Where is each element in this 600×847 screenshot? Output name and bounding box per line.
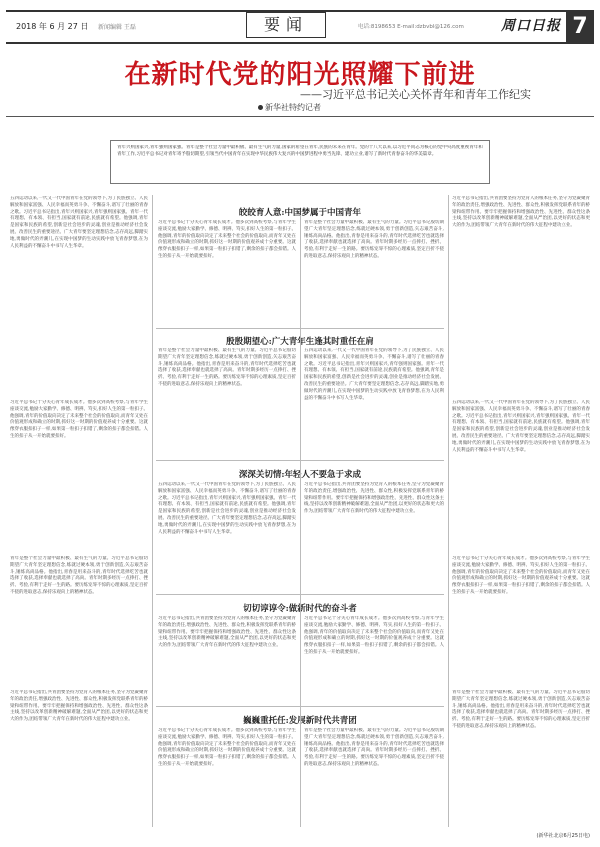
body-text: 习近平总书记指出,共青团要坚持为党育人的根本任务,坚守为党凝聚青年的政治责任,增强政治性、先进性、群众性,积极发挥党联系青年的桥梁和纽带作用。要牢牢把握保持和增强政治性、先进性、群众性这条主线,坚持以改革创新精神破解难题,全面从严治团,以更好的状态和更大的作为,团结带领广大青年在新时代的伟大征程中建功立业。 — [304, 482, 444, 515]
column-2-block-4 — [158, 616, 296, 702]
body-text: 习近平总书记十分关心青年成长成才。他多次到高校考察,与青年学生座谈交流,勉励大家勤学、修德、明辨、笃实,扣好人生的第一粒扣子。他强调,青年的价值取向决定了未来整个社会的价值取向,而青年又处在价值观形成和确立的时期,抓好这一时期的价值观养成十分重要。这就像穿衣服扣扣子一样,如果第一粒扣子扣错了,剩余的扣子都会扣错。人生的扣子从一开始就要扣好。 — [452, 556, 590, 595]
byline-text: 新华社特约记者 — [265, 103, 321, 112]
column-2-block-3 — [158, 482, 296, 590]
section-divider — [156, 328, 444, 329]
section-heading: 切切谆谆令:做新时代的奋斗者 — [243, 604, 357, 614]
bullet-icon — [258, 105, 263, 110]
column-3-block-3 — [304, 482, 444, 590]
column-divider — [300, 215, 301, 827]
body-text: 五四运动以来,一代又一代中国青年在党的领导下,为了民族独立、人民解放和国家富强、人民幸福而英勇斗争、不懈奋斗,谱写了壮丽的青春之歌。习近平总书记指出,青年兴则国家兴,青年强则国家强。青年一代有理想、有本领、有担当,国家就有前途,民族就有希望。他强调,青年是国家和民族的希望,创新是社会进步的灵魂,创业是推动经济社会发展、改善民生的重要途径。广大青年要坚定理想信念,志存高远,脚踏实地,勇做时代的弄潮儿,在实现中国梦的生动实践中放飞青春梦想,在为人民利益的不懈奋斗中书写人生华章。 — [452, 400, 590, 453]
page-number: 7 — [566, 10, 594, 44]
column-1-block-3 — [10, 556, 148, 686]
column-1-block-2 — [10, 400, 148, 550]
dateline-footer: (新华社北京6月25日电) — [536, 833, 590, 839]
issue-date: 2018 年 6 月 27 日 — [16, 22, 89, 31]
editor-credit: 新闻编辑 王磊 — [98, 24, 136, 31]
column-3-block-5 — [304, 728, 444, 828]
body-text: 青年是整个社会力量中最积极、最有生气的力量。习近平总书记殷切期望广大青年坚定理想信念,练就过硬本领,勇于创新创造,矢志艰苦奋斗,锤炼高尚品格。他指出,青春是用来奋斗的,青年时代选择吃苦也就选择了收获,选择奉献也就选择了高尚。青年时期多经历一点摔打、挫折、考验,有利于走好一生的路。要历练宠辱不惊的心理素质,坚定百折不挠的进取意志,保持乐观向上的精神状态。 — [304, 220, 444, 259]
byline — [258, 102, 321, 113]
column-2-block-5 — [158, 728, 296, 828]
contact-info: 电话:8198653 E-mail:dzbvbl@126.com — [358, 24, 464, 30]
body-text: 习近平总书记指出,共青团要坚持为党育人的根本任务,坚守为党凝聚青年的政治责任,增强政治性、先进性、群众性,积极发挥党联系青年的桥梁和纽带作用。要牢牢把握保持和增强政治性、先进性、群众性这条主线,坚持以改革创新精神破解难题,全面从严治团,以更好的状态和更大的作为,团结带领广大青年在新时代的伟大征程中建功立业。 — [452, 196, 590, 229]
body-text: 青年是整个社会力量中最积极、最有生气的力量。习近平总书记殷切期望广大青年坚定理想信念,练就过硬本领,勇于创新创造,矢志艰苦奋斗,锤炼高尚品格。他指出,青春是用来奋斗的,青年时代选择吃苦也就选择了收获,选择奉献也就选择了高尚。青年时期多经历一点摔打、挫折、考验,有利于走好一生的路。要历练宠辱不惊的心理素质,坚定百折不挠的进取意志,保持乐观向上的精神状态。 — [304, 728, 444, 767]
column-divider — [152, 195, 153, 827]
column-4-block-2 — [452, 400, 590, 550]
body-text: 青年是整个社会力量中最积极、最有生气的力量。习近平总书记殷切期望广大青年坚定理想信念,练就过硬本领,勇于创新创造,矢志艰苦奋斗,锤炼高尚品格。他指出,青春是用来奋斗的,青年时代选择吃苦也就选择了收获,选择奉献也就选择了高尚。青年时期多经历一点摔打、挫折、考验,有利于走好一生的路。要历练宠辱不惊的心理素质,坚定百折不挠的进取意志,保持乐观向上的精神状态。 — [158, 348, 296, 387]
column-4-block-4 — [452, 690, 590, 828]
section-divider — [156, 706, 444, 707]
body-text: 习近平总书记指出,共青团要坚持为党育人的根本任务,坚守为党凝聚青年的政治责任,增强政治性、先进性、群众性,积极发挥党联系青年的桥梁和纽带作用。要牢牢把握保持和增强政治性、先进性、群众性这条主线,坚持以改革创新精神破解难题,全面从严治团,以更好的状态和更大的作为,团结带领广大青年在新时代的伟大征程中建功立业。 — [10, 690, 148, 723]
page-header — [6, 10, 594, 44]
column-4-block-1 — [452, 196, 590, 396]
column-1-block-1 — [10, 196, 148, 396]
body-text: 习近平总书记十分关心青年成长成才。他多次到高校考察,与青年学生座谈交流,勉励大家勤学、修德、明辨、笃实,扣好人生的第一粒扣子。他强调,青年的价值取向决定了未来整个社会的价值取向,而青年又处在价值观形成和确立的时期,抓好这一时期的价值观养成十分重要。这就像穿衣服扣扣子一样,如果第一粒扣子扣错了,剩余的扣子都会扣错。人生的扣子从一开始就要扣好。 — [158, 220, 296, 259]
body-text: 青年是整个社会力量中最积极、最有生气的力量。习近平总书记殷切期望广大青年坚定理想信念,练就过硬本领,勇于创新创造,矢志艰苦奋斗,锤炼高尚品格。他指出,青春是用来奋斗的,青年时代选择吃苦也就选择了收获,选择奉献也就选择了高尚。青年时期多经历一点摔打、挫折、考验,有利于走好一生的路。要历练宠辱不惊的心理素质,坚定百折不挠的进取意志,保持乐观向上的精神状态。 — [10, 556, 148, 595]
column-3-block-1 — [304, 220, 444, 324]
section-divider — [156, 460, 444, 461]
column-divider — [448, 195, 449, 827]
body-text: 习近平总书记十分关心青年成长成才。他多次到高校考察,与青年学生座谈交流,勉励大家勤学、修德、明辨、笃实,扣好人生的第一粒扣子。他强调,青年的价值取向决定了未来整个社会的价值取向,而青年又处在价值观形成和确立的时期,抓好这一时期的价值观养成十分重要。这就像穿衣服扣扣子一样,如果第一粒扣子扣错了,剩余的扣子都会扣错。人生的扣子从一开始就要扣好。 — [304, 616, 444, 655]
column-4-block-3 — [452, 556, 590, 686]
subtitle: ——习近平总书记关心关怀青年和青年工作纪实 — [300, 88, 531, 101]
newspaper-logo: 周口日报 — [501, 18, 561, 34]
section-heading: 巍巍重托任:发展新时代共青团 — [243, 716, 357, 726]
body-text: 青年是整个社会力量中最积极、最有生气的力量。习近平总书记殷切期望广大青年坚定理想信念,练就过硬本领,勇于创新创造,矢志艰苦奋斗,锤炼高尚品格。他指出,青春是用来奋斗的,青年时代选择吃苦也就选择了收获,选择奉献也就选择了高尚。青年时期多经历一点摔打、挫折、考验,有利于走好一生的路。要历练宠辱不惊的心理素质,坚定百折不挠的进取意志,保持乐观向上的精神状态。 — [452, 690, 590, 729]
column-3-block-2 — [304, 348, 444, 456]
body-text: 五四运动以来,一代又一代中国青年在党的领导下,为了民族独立、人民解放和国家富强、人民幸福而英勇斗争、不懈奋斗,谱写了壮丽的青春之歌。习近平总书记指出,青年兴则国家兴,青年强则国家强。青年一代有理想、有本领、有担当,国家就有前途,民族就有希望。他强调,青年是国家和民族的希望,创新是社会进步的灵魂,创业是推动经济社会发展、改善民生的重要途径。广大青年要坚定理想信念,志存高远,脚踏实地,勇做时代的弄潮儿,在实现中国梦的生动实践中放飞青春梦想,在为人民利益的不懈奋斗中书写人生华章。 — [304, 348, 444, 401]
section-divider — [156, 594, 444, 595]
column-3-block-4 — [304, 616, 444, 702]
column-2-block-2 — [158, 348, 296, 456]
lead-box — [110, 140, 490, 184]
column-1-block-4 — [10, 690, 148, 830]
section-heading: 殷殷期望心:广大青年生逢其时重任在肩 — [226, 337, 374, 347]
body-text: 习近平总书记十分关心青年成长成才。他多次到高校考察,与青年学生座谈交流,勉励大家勤学、修德、明辨、笃实,扣好人生的第一粒扣子。他强调,青年的价值取向决定了未来整个社会的价值取向,而青年又处在价值观形成和确立的时期,抓好这一时期的价值观养成十分重要。这就像穿衣服扣扣子一样,如果第一粒扣子扣错了,剩余的扣子都会扣错。人生的扣子从一开始就要扣好。 — [158, 728, 296, 767]
body-text: 五四运动以来,一代又一代中国青年在党的领导下,为了民族独立、人民解放和国家富强、人民幸福而英勇斗争、不懈奋斗,谱写了壮丽的青春之歌。习近平总书记指出,青年兴则国家兴,青年强则国家强。青年一代有理想、有本领、有担当,国家就有前途,民族就有希望。他强调,青年是国家和民族的希望,创新是社会进步的灵魂,创业是推动经济社会发展、改善民生的重要途径。广大青年要坚定理想信念,志存高远,脚踏实地,勇做时代的弄潮儿,在实现中国梦的生动实践中放飞青春梦想,在为人民利益的不懈奋斗中书写人生华章。 — [10, 196, 148, 249]
body-text: 习近平总书记十分关心青年成长成才。他多次到高校考察,与青年学生座谈交流,勉励大家勤学、修德、明辨、笃实,扣好人生的第一粒扣子。他强调,青年的价值取向决定了未来整个社会的价值取向,而青年又处在价值观形成和确立的时期,抓好这一时期的价值观养成十分重要。这就像穿衣服扣扣子一样,如果第一粒扣子扣错了,剩余的扣子都会扣错。人生的扣子从一开始就要扣好。 — [10, 400, 148, 439]
section-heading: 深深关切情:年轻人不要急于求成 — [238, 470, 362, 480]
body-text: 习近平总书记指出,共青团要坚持为党育人的根本任务,坚守为党凝聚青年的政治责任,增强政治性、先进性、群众性,积极发挥党联系青年的桥梁和纽带作用。要牢牢把握保持和增强政治性、先进性、群众性这条主线,坚持以改革创新精神破解难题,全面从严治团,以更好的状态和更大的作为,团结带领广大青年在新时代的伟大征程中建功立业。 — [158, 616, 296, 649]
section-heading: 皎皎育人意:中国梦属于中国青年 — [238, 208, 362, 218]
headline: 在新时代党的阳光照耀下前进 — [124, 60, 476, 90]
body-text: 五四运动以来,一代又一代中国青年在党的领导下,为了民族独立、人民解放和国家富强、人民幸福而英勇斗争、不懈奋斗,谱写了壮丽的青春之歌。习近平总书记指出,青年兴则国家兴,青年强则国家强。青年一代有理想、有本领、有担当,国家就有前途,民族就有希望。他强调,青年是国家和民族的希望,创新是社会进步的灵魂,创业是推动经济社会发展、改善民生的重要途径。广大青年要坚定理想信念,志存高远,脚踏实地,勇做时代的弄潮儿,在实现中国梦的生动实践中放飞青春梦想,在为人民利益的不懈奋斗中书写人生华章。 — [158, 482, 296, 535]
column-2-block-1 — [158, 220, 296, 324]
section-name: 要闻 — [246, 12, 326, 38]
lead-text: 青年兴则国家兴,青年强则国家强。青年是整个社会力量中最积极、最有生气的力量,国家的希望在青年,民族的未来在青年。党的十八大以来,以习近平同志为核心的党中央高度重视青年和青年工作,习近平总书记对青年寄予殷切期望,引领当代中国青年在实现中华民族伟大复兴的中国梦进程中勇当先锋、建功立业,谱写了新时代青春奋斗的华美篇章。 — [117, 145, 483, 157]
headline-rule — [6, 116, 594, 117]
